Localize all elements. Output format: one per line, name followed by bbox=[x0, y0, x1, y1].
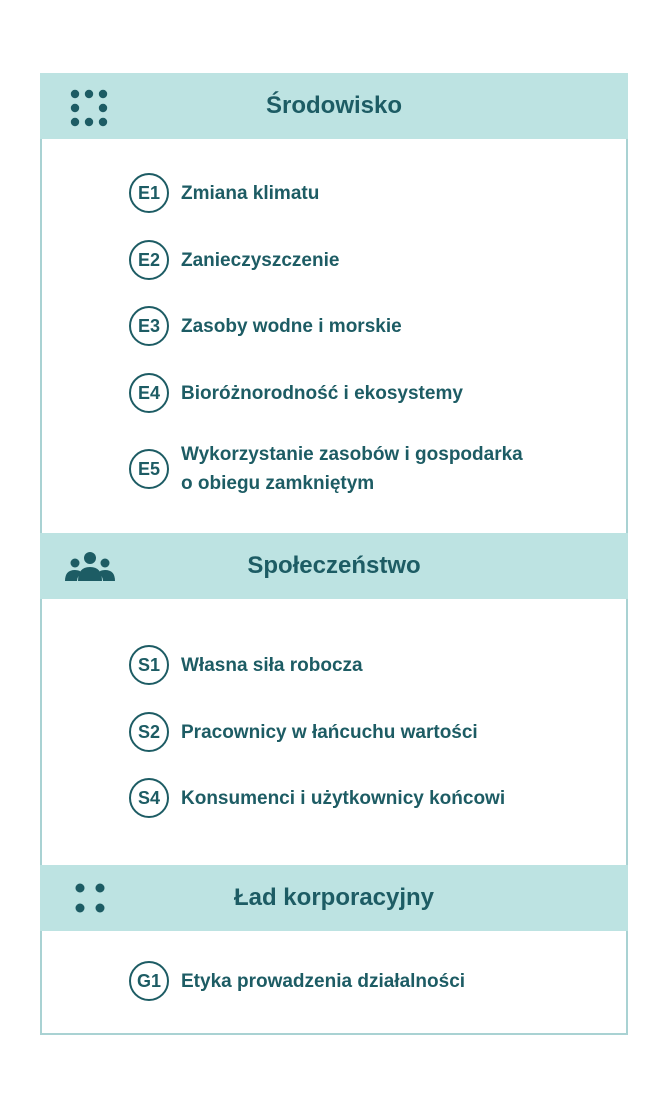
section-title-society: Społeczeństwo bbox=[247, 552, 421, 579]
code-badge: S4 bbox=[129, 778, 169, 818]
item-label bbox=[181, 440, 523, 498]
list-item-s2 bbox=[129, 712, 478, 752]
item-label: Zanieczyszczenie bbox=[181, 249, 340, 271]
item-label: Konsumenci i użytkownicy końcowi bbox=[181, 787, 506, 809]
code-badge: E4 bbox=[129, 373, 169, 413]
item-label: Bioróżnorodność i ekosystemy bbox=[181, 382, 463, 404]
list-item-e3 bbox=[129, 306, 402, 346]
item-label-line-1: Wykorzystanie zasobów i gospodarka bbox=[181, 444, 523, 465]
section-header-environment bbox=[40, 73, 628, 139]
item-label: Pracownicy w łańcuchu wartości bbox=[181, 721, 478, 743]
list-item-s4 bbox=[129, 778, 505, 818]
list-item-e4 bbox=[129, 373, 463, 413]
code-badge: S2 bbox=[129, 712, 169, 752]
list-item-s1 bbox=[129, 645, 363, 685]
section-title-environment: Środowisko bbox=[265, 92, 403, 119]
list-item-e1 bbox=[129, 173, 319, 213]
list-item-g1 bbox=[129, 961, 465, 1001]
item-label: Etyka prowadzenia działalności bbox=[181, 970, 466, 992]
code-badge: E3 bbox=[129, 306, 169, 346]
code-badge: E5 bbox=[129, 449, 169, 489]
code-badge: S1 bbox=[129, 645, 169, 685]
item-label: Zmiana klimatu bbox=[181, 182, 320, 204]
code-badge: E1 bbox=[129, 173, 169, 213]
list-item-e2 bbox=[129, 240, 339, 280]
item-label: Własna siła robocza bbox=[181, 654, 363, 676]
section-header-society bbox=[40, 533, 628, 599]
section-title-governance: Ład korporacyjny bbox=[233, 884, 435, 911]
item-label-line-2: o obiegu zamkniętym bbox=[181, 473, 375, 494]
code-badge: G1 bbox=[129, 961, 169, 1001]
item-label: Zasoby wodne i morskie bbox=[181, 315, 402, 337]
list-item-e5 bbox=[129, 440, 523, 498]
code-badge: E2 bbox=[129, 240, 169, 280]
section-header-governance bbox=[40, 865, 628, 931]
